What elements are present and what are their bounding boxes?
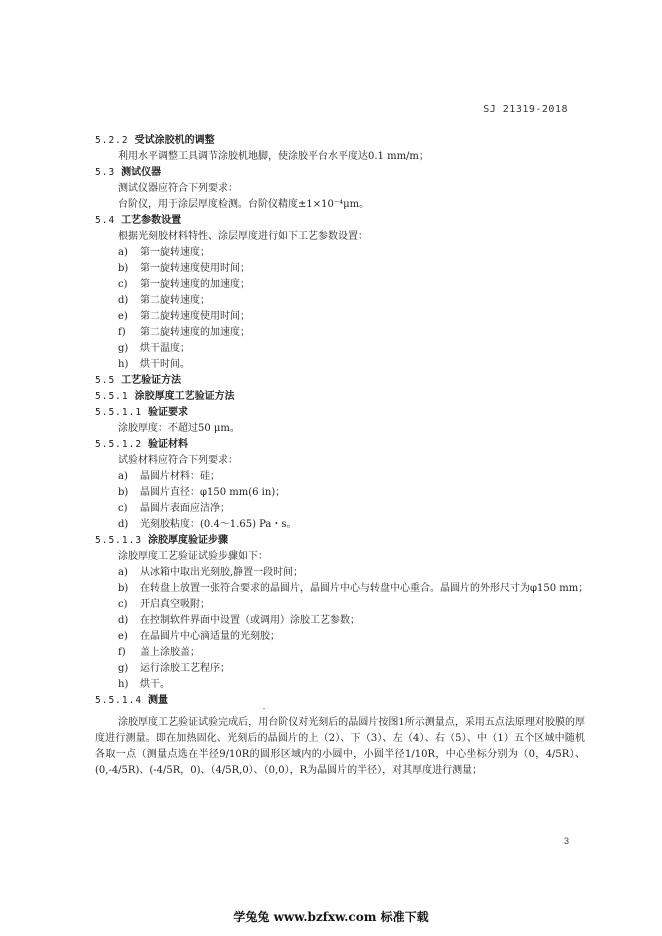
section-number: 5.5.1.3 — [95, 535, 143, 546]
list-item — [118, 661, 230, 677]
list-item-text: 在晶圆片中心滴适量的光刻胶； — [140, 631, 280, 642]
body-text: 根据光刻胶材料特性、涂层厚度进行如下工艺参数设置： — [118, 231, 368, 242]
body-text: 台阶仪，用于涂层厚度检测。台阶仪精度±1×10⁻⁴μm。 — [118, 199, 370, 210]
list-item-text: 晶圆片材料：硅； — [140, 471, 220, 482]
section-number: 5.5.1.4 — [95, 695, 143, 706]
list-item-text: 运行涂胶工艺程序； — [140, 663, 230, 674]
list-item-label: d) — [118, 295, 129, 306]
section-title: 工艺验证方法 — [121, 375, 182, 386]
list-item-text: 光刻胶粘度：(0.4～1.65) Pa・s。 — [140, 519, 297, 530]
list-item — [118, 629, 280, 645]
list-item-label: b) — [118, 583, 129, 594]
body-text: 涂胶厚度：不超过50 μm。 — [118, 423, 240, 434]
page-number: 3 — [563, 836, 569, 846]
list-item-text: 第一旋转速度使用时间； — [140, 263, 250, 274]
list-item-label: d) — [118, 519, 129, 530]
list-item — [118, 261, 250, 277]
list-item-text: 第二旋转速度使用时间； — [140, 311, 250, 322]
section-heading — [95, 373, 181, 389]
section-heading — [95, 389, 235, 405]
section-number: 5.2.2 — [95, 135, 129, 146]
list-item — [118, 341, 190, 357]
list-item — [118, 293, 210, 309]
section-heading — [95, 533, 228, 549]
list-item-text: 第二旋转速度； — [140, 295, 210, 306]
list-item-label: b) — [118, 263, 129, 274]
list-item-label: a) — [118, 471, 128, 482]
section-heading — [95, 693, 168, 709]
section-heading — [95, 405, 188, 421]
section-title: 验证材料 — [148, 439, 189, 450]
section-heading — [95, 133, 215, 149]
section-title: 验证要求 — [148, 407, 189, 418]
section-heading — [95, 437, 188, 453]
section-title: 测量 — [148, 695, 169, 706]
list-item-label: e) — [118, 311, 128, 322]
section-title: 测试仪器 — [121, 167, 162, 178]
measurement-paragraph: 涂胶厚度工艺验证试验完成后，用台阶仪对光刻后的晶圆片按图1所示测量点，采用五点法原理对胶膜的厚度进行测量。即在加热固化、光刻后的晶圆片的上（2）、下（3）、左（4）、右（5）、中（1）五个区域中随机各取一点（测量点选在半径9/10R的圆形区域内的小圆中，小圆半径1/10R，中心坐标分别为（0，4/5R）、(0,-4/5R)、(-4/5R，0)、（4/5R,0）、（0,0），R为晶圆片的半径），对其厚度进行测量； — [95, 717, 585, 776]
list-item — [118, 277, 250, 293]
list-item-text: 从冰箱中取出光刻胶,静置一段时间； — [140, 567, 304, 578]
section-title: 受试涂胶机的调整 — [134, 135, 215, 146]
list-item — [118, 485, 285, 501]
list-item — [118, 597, 210, 613]
list-item-label: b) — [118, 487, 129, 498]
list-item-text: 第二旋转速度的加速度； — [140, 327, 250, 338]
list-item — [118, 565, 303, 581]
list-item — [118, 613, 360, 629]
list-item-text: 盖上涂胶盖； — [140, 647, 200, 658]
body-text: 试验材料应符合下列要求： — [118, 455, 238, 466]
list-item-text: 烘干。 — [140, 679, 170, 690]
section-number: 5.5 — [95, 375, 116, 386]
section-heading — [95, 165, 161, 181]
section-heading — [95, 213, 181, 229]
list-item-label: g) — [118, 663, 129, 674]
list-item — [118, 469, 220, 485]
list-item-text: 烘干温度； — [140, 343, 190, 354]
list-item — [118, 581, 588, 597]
list-item — [118, 517, 297, 533]
list-item-label: a) — [118, 567, 128, 578]
list-item-label: c) — [118, 279, 128, 290]
list-item-text: 在转盘上放置一张符合要求的晶圆片，晶圆片中心与转盘中心重合。晶圆片的外形尺寸为φ150 mm； — [140, 583, 589, 594]
footer-watermark: 学兔兔 www.bzfxw.com 标准下载 — [233, 910, 429, 924]
list-item — [118, 357, 190, 373]
body-text: 利用水平调整工具调节涂胶机地脚，使涂胶平台水平度达0.1 mm/m； — [118, 151, 429, 162]
scan-speck — [263, 708, 265, 709]
list-item — [118, 245, 210, 261]
section-title: 工艺参数设置 — [121, 215, 182, 226]
list-item-label: d) — [118, 615, 129, 626]
list-item-text: 烘干时间。 — [140, 359, 190, 370]
list-item-label: h) — [118, 679, 129, 690]
list-item-text: 晶圆片直径：φ150 mm(6 in)； — [140, 487, 286, 498]
section-title: 涂胶厚度验证步骤 — [148, 535, 229, 546]
list-item-label: e) — [118, 631, 128, 642]
list-item-label: g) — [118, 343, 129, 354]
list-item-label: f) — [118, 327, 126, 338]
list-item-label: a) — [118, 247, 128, 258]
section-title: 涂胶厚度工艺验证方法 — [134, 391, 235, 402]
list-item — [118, 677, 170, 693]
list-item-text: 第一旋转速度； — [140, 247, 210, 258]
section-number: 5.5.1.2 — [95, 439, 143, 450]
standard-number: SJ 21319-2018 — [483, 104, 568, 115]
list-item-label: c) — [118, 599, 128, 610]
list-item — [118, 501, 230, 517]
list-item-label: f) — [118, 647, 126, 658]
body-text: 涂胶厚度工艺验证试验步骤如下： — [118, 551, 268, 562]
body-text: 测试仪器应符合下列要求： — [118, 183, 238, 194]
section-number: 5.5.1 — [95, 391, 129, 402]
list-item — [118, 325, 250, 341]
list-item — [118, 645, 200, 661]
list-item-label: c) — [118, 503, 128, 514]
list-item-text: 第一旋转速度的加速度； — [140, 279, 250, 290]
list-item — [118, 309, 250, 325]
list-item-text: 开启真空吸附； — [140, 599, 210, 610]
section-number: 5.4 — [95, 215, 116, 226]
section-number: 5.3 — [95, 167, 116, 178]
list-item-text: 在控制软件界面中设置（或调用）涂胶工艺参数； — [140, 615, 360, 626]
section-number: 5.5.1.1 — [95, 407, 143, 418]
list-item-text: 晶圆片表面应洁净； — [140, 503, 230, 514]
list-item-label: h) — [118, 359, 129, 370]
